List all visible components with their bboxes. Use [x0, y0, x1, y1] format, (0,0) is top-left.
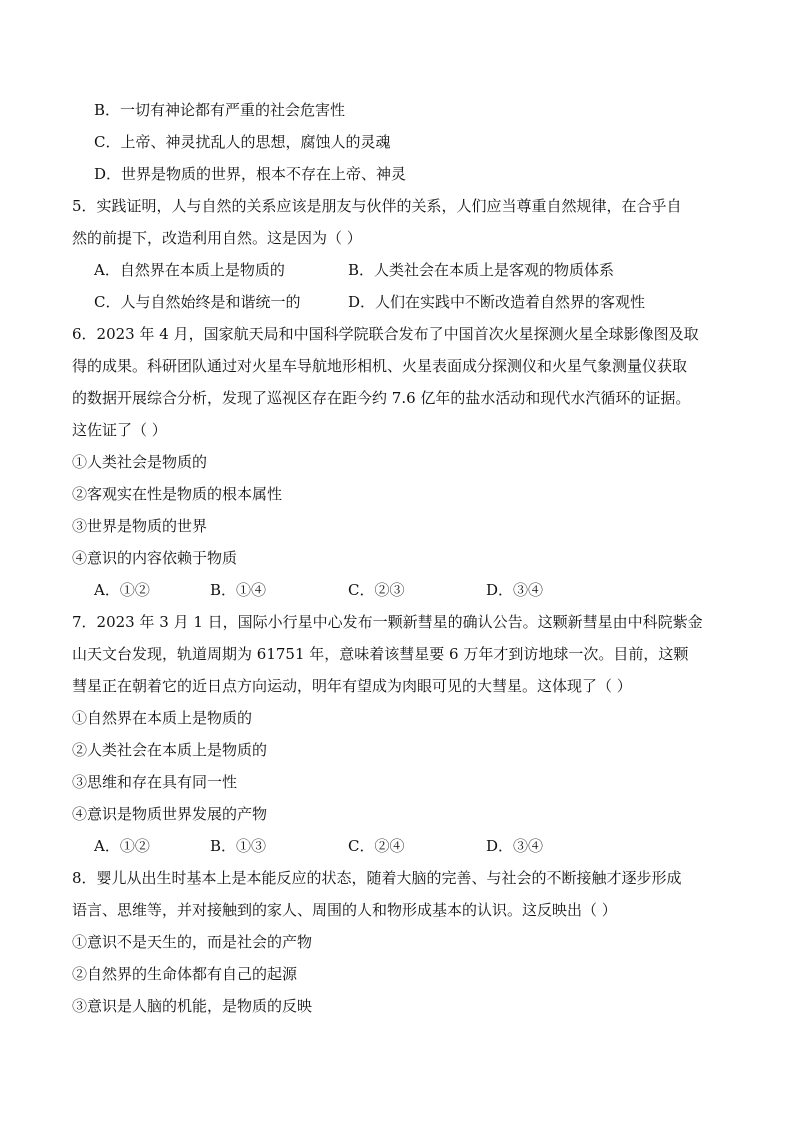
q6-item-3: ③世界是物质的世界 — [72, 517, 208, 535]
q8-item-3: ③意识是人脑的机能，是物质的反映 — [72, 997, 313, 1015]
q7-stem-line-1: 7．2023 年 3 月 1 日，国际小行星中心发布一颗新彗星的确认公告。这颗新彗星由中科院紫金 — [72, 613, 703, 631]
q4-option-c: C．上帝、神灵扰乱人的思想，腐蚀人的灵魂 — [94, 133, 391, 151]
q8-stem-line-2: 语言、思维等，并对接触到的家人、周围的人和物形成基本的认识。这反映出（ ） — [72, 901, 617, 919]
q6-item-4: ④意识的内容依赖于物质 — [72, 549, 238, 567]
q4-option-b: B．一切有神论都有严重的社会危害性 — [94, 101, 346, 119]
q8-stem-line-1: 8．婴儿从出生时基本上是本能反应的状态，随着大脑的完善、与社会的不断接触才逐步形成 — [72, 869, 682, 887]
q7-item-4: ④意识是物质世界发展的产物 — [72, 805, 268, 823]
q6-option-a: A．①② — [94, 581, 150, 599]
q5-option-a: A．自然界在本质上是物质的 — [94, 261, 285, 279]
q7-option-c: C．②④ — [348, 837, 405, 855]
q7-option-b: B．①③ — [210, 837, 267, 855]
q6-item-2: ②客观实在性是物质的根本属性 — [72, 485, 283, 503]
q7-option-a: A．①② — [94, 837, 150, 855]
q5-stem-line-2: 然的前提下，改造利用自然。这是因为（ ） — [72, 229, 362, 247]
q6-option-c: C．②③ — [348, 581, 405, 599]
q6-stem-line-2: 得的成果。科研团队通过对火星车导航地形相机、火星表面成分探测仪和火星气象测量仪获取 — [72, 357, 688, 375]
q7-item-2: ②人类社会在本质上是物质的 — [72, 741, 268, 759]
q5-option-c: C．人与自然始终是和谐统一的 — [94, 293, 301, 311]
q5-stem-line-1: 5．实践证明，人与自然的关系应该是朋友与伙伴的关系，人们应当尊重自然规律，在合乎自 — [72, 197, 682, 215]
q6-item-1: ①人类社会是物质的 — [72, 453, 208, 471]
q7-stem-line-2: 山天文台发现，轨道周期为 61751 年，意味着该彗星要 6 万年才到访地球一次。目前，这颗 — [72, 645, 689, 663]
q7-option-d: D．③④ — [486, 837, 544, 855]
q6-option-b: B．①④ — [210, 581, 267, 599]
q6-stem-line-4: 这佐证了（ ） — [72, 421, 167, 439]
q4-option-d: D．世界是物质的世界，根本不存在上帝、神灵 — [94, 165, 407, 183]
q7-item-3: ③思维和存在具有同一性 — [72, 773, 238, 791]
q7-stem-line-3: 彗星正在朝着它的近日点方向运动，明年有望成为肉眼可见的大彗星。这体现了（ ） — [72, 677, 632, 695]
q6-option-d: D．③④ — [486, 581, 544, 599]
q6-stem-line-3: 的数据开展综合分析，发现了巡视区存在距今约 7.6 亿年的盐水活动和现代水汽循环的证据。 — [72, 389, 691, 407]
q8-item-2: ②自然界的生命体都有自己的起源 — [72, 965, 298, 983]
q5-option-b: B．人类社会在本质上是客观的物质体系 — [348, 261, 615, 279]
q7-item-1: ①自然界在本质上是物质的 — [72, 709, 253, 727]
q6-stem-line-1: 6．2023 年 4 月，国家航天局和中国科学院联合发布了中国首次火星探测火星全球影像图及取 — [72, 325, 699, 343]
q5-option-d: D．人们在实践中不断改造着自然界的客观性 — [348, 293, 646, 311]
q8-item-1: ①意识不是天生的，而是社会的产物 — [72, 933, 313, 951]
